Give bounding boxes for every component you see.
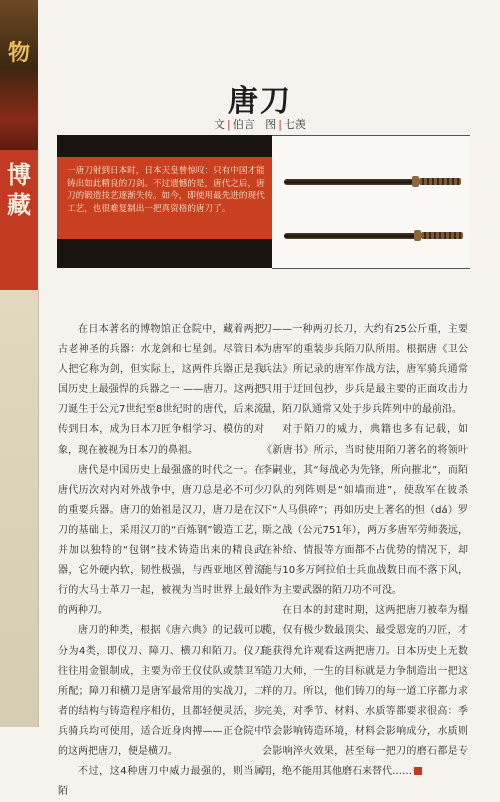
- pull-quote-text: 一唐刀射到日本时，日本天皇曾惊叹：只有中国才能铸出如此精良的刀剑。不过遗憾的是，唐代之后，唐刀的锻造技艺逐渐失传。如今，即使用最先进的现代工艺，也很难复制出一把真资格的唐刀了。: [67, 166, 265, 214]
- paragraph: 对于陌刀的威力，典籍也多有记载，如《新唐书》所示，当时使用陌刀著名的将领叶李嗣业，其“每战必为先锋，所向摧北”，而陌刀队的列阵则是“如墙而进”，使敌军在彼杀下“人马俱碎”；再如历史上著名的怛（dá）罗斯之战（公元751年），两万多唐军劳师袭远，在补给、情报等方面都不占优势的情况下，却能与10多万阿拉伯士兵血战数日而不落下风，作为主要武器的陌刀功不可没。: [262, 424, 468, 597]
- byline-text-label: 文: [214, 118, 226, 131]
- byline-image-label: 图: [265, 118, 277, 131]
- end-mark-icon: [414, 767, 422, 775]
- side-band-lower: [0, 290, 39, 727]
- paragraph-last: [262, 601, 468, 782]
- sword-guard-upper: [412, 176, 419, 187]
- paragraph: 唐刀的种类，根据《唐六典》的记载可以分为4类，即仪刀、障刀、横刀和陌刀。仪刀往往用金银制成，主要为帝王仪仗队或禁卫军所配；障刀和横刀是唐军最常用的实战刀，二者的结构与铸造程序相仿，且都轻便灵活，步兵骑兵均可使用，适合近身肉搏——正仓院中的这两把唐刀，便是横刀。: [58, 625, 264, 757]
- sword-guard-lower: [414, 230, 421, 241]
- side-decor-image: [0, 0, 38, 150]
- banner-rule-top: [272, 135, 470, 136]
- banner-rule-bottom: [272, 268, 470, 269]
- sword-hilt-upper: [419, 178, 461, 185]
- paragraph: 刀——一种两刃长刀，大约有25公斤重，主要为唐军的重装步兵陌刀队所用。根据唐《卫公兵法》所记录的唐军作战方法，唐军骑兵通常只用于迂回包抄，步兵是最主要的正面攻击力量，陌刀队通常又处于步兵阵列中的最前沿。: [262, 324, 468, 416]
- sword-photo-panel: [272, 135, 470, 268]
- banner: [57, 135, 470, 268]
- byline: 文 | 伯言 图 | 七羡: [214, 118, 306, 131]
- article-title: 唐刀: [228, 84, 292, 119]
- side-calligraphy: 物: [7, 40, 30, 66]
- article-column-left: [58, 320, 264, 802]
- paragraph: 在日本著名的博物馆正仓院中，藏着两把古老神圣的兵器：水龙剑和七星剑。尽管日本人把它称为剑，但实际上，这两件兵器正是我国历史上最强悍的兵器之一 ——唐刀。这两把刀诞生于公元7世纪至8世纪时的唐代，后来流传到日本，成为日本刀匠争相学习、模仿的对象，现在被视为日本刀的鼻祖。: [58, 324, 264, 456]
- sword-blade-upper: [284, 179, 414, 185]
- sword-hilt-lower: [421, 232, 463, 239]
- section-label: 博藏: [7, 160, 31, 219]
- paragraph: 唐代是中国历史上最强盛的时代之一。在唐代历次对内对外战争中，唐刀总是必不可少的重要兵器。唐刀的始祖是汉刀，唐刀是在汉刀的基础上，采用汉刀的“百炼钢”锻造工艺，并加以独特的“包钢”技术铸造出来的精良武器，它外硬内软，韧性极强，与西亚地区曾流行的大马士革刀一起，被视为当时世界上最好的两种刀。: [58, 464, 264, 617]
- byline-image-author: 七羡: [283, 118, 306, 131]
- sword-blade-lower: [284, 233, 416, 239]
- paragraph-text: 在日本的封建时期，这两把唐刀被奉为榻榄，仅有极少数最顶尖、最受恩宠的刀匠，才能获得允许观看这两把唐刀。日本历史上无数造刀大师，一生的目标就是力争制造出一把这样的刀。所以，他们铸刀的每一道工序都力求完美，对季节、材料、水质等都要求很高：季节会影响铸造环境，材料会影响成分，水质则会影响淬火效果，甚至每一把刀的磨石都是专用，绝不能用其他磨石来替代……: [262, 605, 468, 778]
- paragraph: 不过，这4种唐刀中威力最强的，则当属陌: [58, 766, 264, 798]
- byline-author: 伯言: [232, 118, 255, 131]
- article-column-right: [262, 320, 468, 782]
